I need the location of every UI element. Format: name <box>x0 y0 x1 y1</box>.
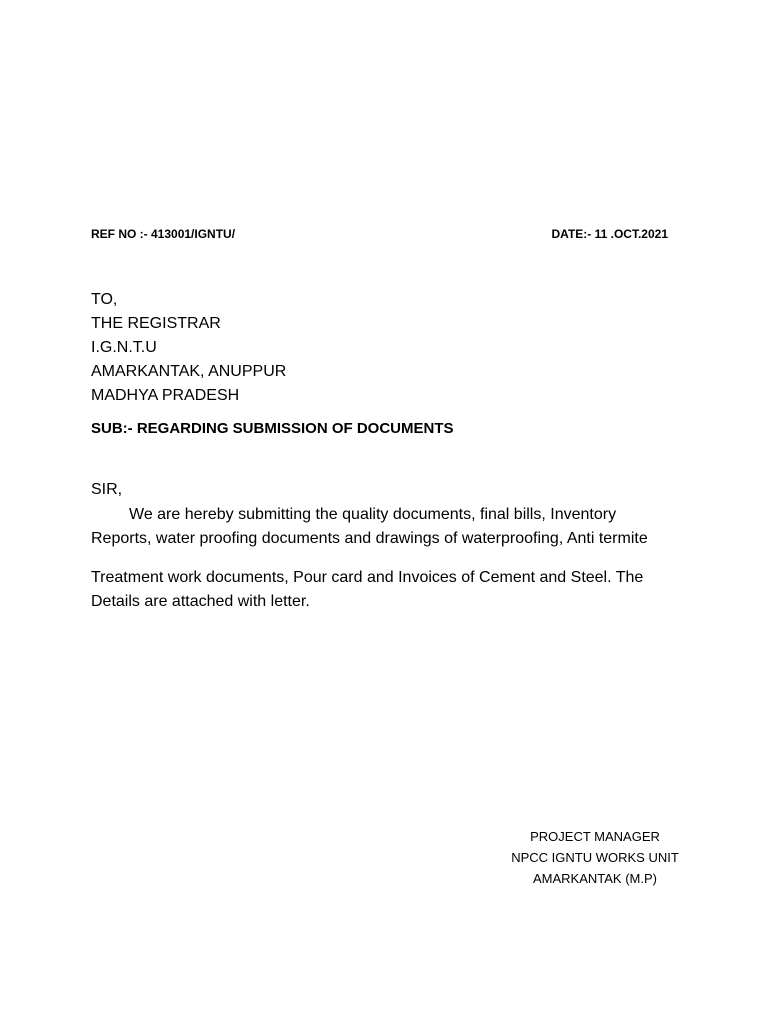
address-line-4: MADHYA PRADESH <box>91 387 240 404</box>
subject-line: SUB:- REGARDING SUBMISSION OF DOCUMENTS <box>91 420 454 437</box>
recipient-address <box>91 288 286 408</box>
letter-date: DATE:- 11 .OCT.2021 <box>551 227 668 241</box>
reference-number: REF NO :- 413001/IGNTU/ <box>91 227 236 241</box>
address-to: TO, <box>91 291 118 308</box>
body-line: Reports, water proofing documents and drawings of waterproofing, Anti termite <box>91 529 648 547</box>
signature-location: AMARKANTAK (M.P) <box>533 871 657 886</box>
signature-organization: NPCC IGNTU WORKS UNIT <box>511 850 679 865</box>
body-paragraph-1 <box>91 503 681 550</box>
body-line: Treatment work documents, Pour card and Invoices of Cement and Steel. The <box>91 569 644 586</box>
body-line: Details are attached with letter. <box>91 592 310 610</box>
body-line: We are hereby submitting the quality documents, final bills, Inventory <box>129 506 617 523</box>
signature-block <box>490 826 700 889</box>
address-line-3: AMARKANTAK, ANUPPUR <box>91 363 287 380</box>
address-line-1: THE REGISTRAR <box>91 315 221 332</box>
salutation: SIR, <box>91 481 123 498</box>
address-line-2: I.G.N.T.U <box>91 339 157 356</box>
body-paragraph-2 <box>91 566 681 613</box>
signature-title: PROJECT MANAGER <box>530 829 660 844</box>
